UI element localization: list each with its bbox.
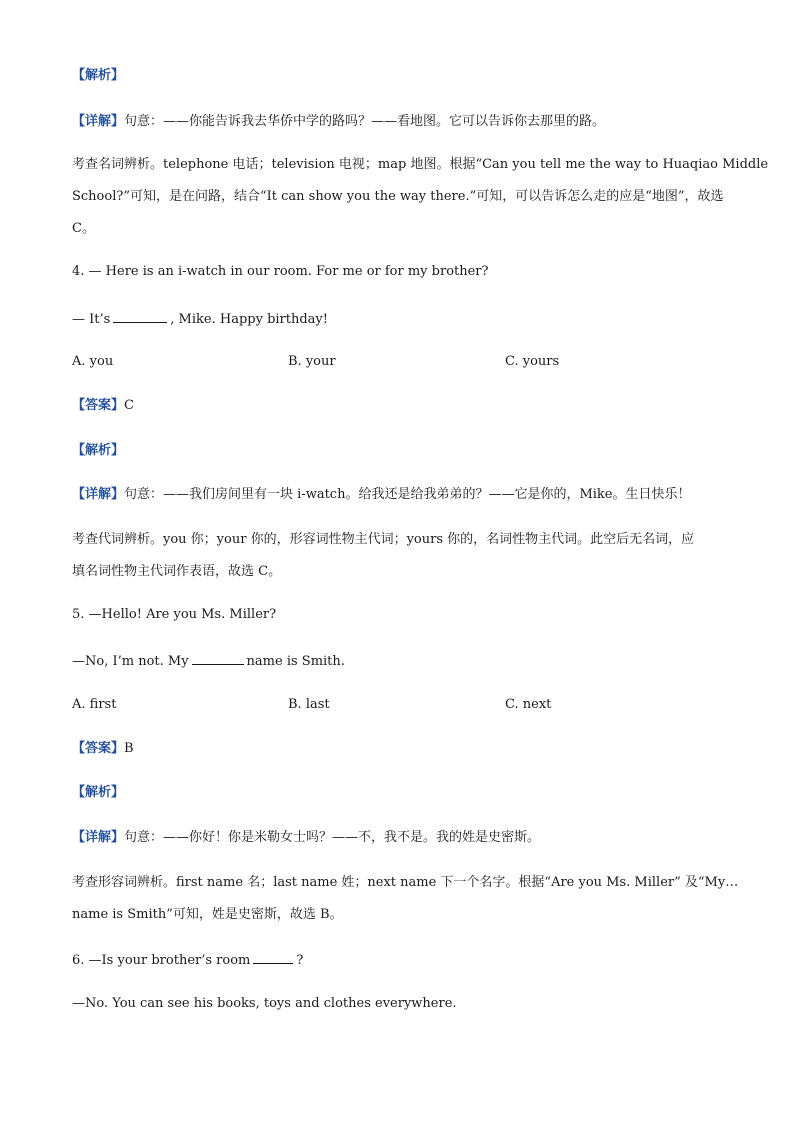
reply-start: — It’s (72, 312, 111, 327)
q5-stem: 5. —Hello! Are you Ms. Miller? (72, 607, 277, 622)
answer-value: C (124, 398, 134, 413)
detail-text: 句意：——你能告诉我去华侨中学的路吗？——看地图。它可以告诉你去那里的路。 (124, 114, 606, 129)
detail-text: 句意：——你好！你是米勒女士吗？——不，我不是。我的姓是史密斯。 (124, 830, 541, 845)
reply-end: name is Smith. (246, 654, 345, 669)
q5-analysis-heading (72, 785, 722, 801)
detail-label: 【详解】 (72, 830, 125, 845)
answer-label: 【答案】 (72, 741, 125, 756)
q4-analysis-line-1: 考查代词辨析。you 你；your 你的，形容词性物主代词；yours 你的，名词性物主代词。此空后无名词，应 (72, 532, 695, 547)
q5-option-b: B. last (288, 697, 330, 712)
stem-start: 6. —Is your brother’s room (72, 953, 251, 968)
q4-analysis-heading (72, 443, 722, 459)
q4-option-c: C. yours (505, 354, 560, 369)
q4-answer (72, 398, 722, 414)
reply-start: —No, I’m not. My (72, 654, 189, 669)
answer-label: 【答案】 (72, 398, 125, 413)
answer-blank (113, 310, 167, 323)
answer-value: B (124, 741, 134, 756)
analysis-label: 【解析】 (72, 68, 125, 83)
q4-analysis-line-2: 填名词性物主代词作表语，故选 C。 (72, 564, 282, 579)
q3-analysis-line-1: 考查名词辨析。telephone 电话；television 电视；map 地图。根据“Can you tell me the way to Huaqiao Middle (72, 157, 769, 172)
q4-option-a: A. you (72, 354, 114, 369)
q5-option-c: C. next (505, 697, 552, 712)
detail-label: 【详解】 (72, 487, 125, 502)
q3-detail (72, 114, 722, 130)
q5-analysis-line-1: 考查形容词辨析。first name 名；last name 姓；next name 下一个名字。根据“Are you Ms. Miller” 及“My… (72, 875, 739, 890)
q6-stem (72, 951, 722, 969)
q5-analysis-line-2: name is Smith”可知，姓是史密斯，故选 B。 (72, 907, 343, 922)
detail-text: 句意：——我们房间里有一块 i-watch。给我还是给我弟弟的？——它是你的，Mike。生日快乐！ (124, 487, 691, 502)
detail-label: 【详解】 (72, 114, 125, 129)
q3-analysis-line-3: C。 (72, 221, 95, 236)
answer-blank (253, 951, 293, 964)
q4-reply (72, 310, 722, 328)
stem-end: ? (296, 953, 304, 968)
answer-blank (192, 652, 244, 665)
q4-option-b: B. your (288, 354, 336, 369)
q5-detail (72, 830, 722, 846)
q3-analysis-heading (72, 68, 722, 84)
q4-stem: 4. — Here is an i-watch in our room. For me or for my brother? (72, 264, 489, 279)
q5-reply (72, 652, 722, 670)
q6-reply: —No. You can see his books, toys and clothes everywhere. (72, 996, 457, 1011)
reply-end: , Mike. Happy birthday! (170, 312, 329, 327)
analysis-label: 【解析】 (72, 785, 125, 800)
analysis-label: 【解析】 (72, 443, 125, 458)
q3-analysis-line-2: School?”可知，是在问路，结合“It can show you the way there.”可知，可以告诉怎么走的应是“地图”，故选 (72, 189, 724, 204)
q4-detail (72, 487, 722, 503)
q5-option-a: A. first (72, 697, 117, 712)
q5-answer (72, 741, 722, 757)
